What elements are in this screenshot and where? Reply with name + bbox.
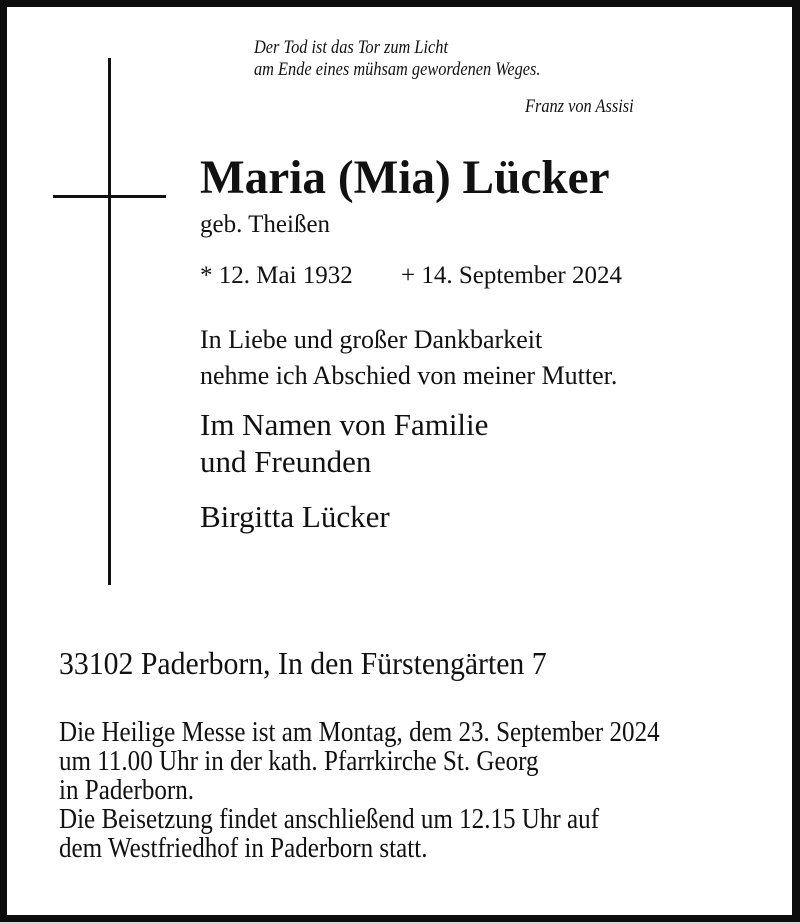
service-line-5: dem Westfriedhof in Paderborn statt.: [59, 833, 428, 864]
obituary-notice: [7, 7, 792, 915]
quote-line-1: Der Tod ist das Tor zum Licht: [254, 37, 449, 58]
service-line-3: in Paderborn.: [59, 775, 195, 806]
cross-icon-vertical-bar: [108, 58, 111, 585]
service-line-4: Die Beisetzung findet anschließend um 12.15 Uhr auf: [59, 804, 600, 835]
on-behalf-line-1: Im Namen von Familie: [200, 407, 489, 442]
address: 33102 Paderborn, In den Fürstengärten 7: [59, 645, 547, 681]
deceased-name: Maria (Mia) Lücker: [200, 151, 610, 204]
message-line-2: nehme ich Abschied von meiner Mutter.: [200, 361, 618, 390]
death-date: + 14. September 2024: [401, 262, 623, 289]
signed-by: Birgitta Lücker: [200, 499, 390, 534]
quote-author: Franz von Assisi: [525, 96, 634, 117]
cross-icon-horizontal-bar: [53, 195, 166, 198]
on-behalf-line-2: und Freunden: [200, 444, 372, 479]
birth-date: * 12. Mai 1932: [200, 262, 353, 289]
maiden-name: geb. Theißen: [200, 211, 331, 238]
quote-line-2: am Ende eines mühsam gewordenen Weges.: [254, 59, 541, 80]
service-line-2: um 11.00 Uhr in der kath. Pfarrkirche St. Georg: [59, 746, 539, 777]
service-line-1: Die Heilige Messe ist am Montag, dem 23. September 2024: [59, 717, 660, 748]
message-line-1: In Liebe und großer Dankbarkeit: [200, 325, 543, 354]
